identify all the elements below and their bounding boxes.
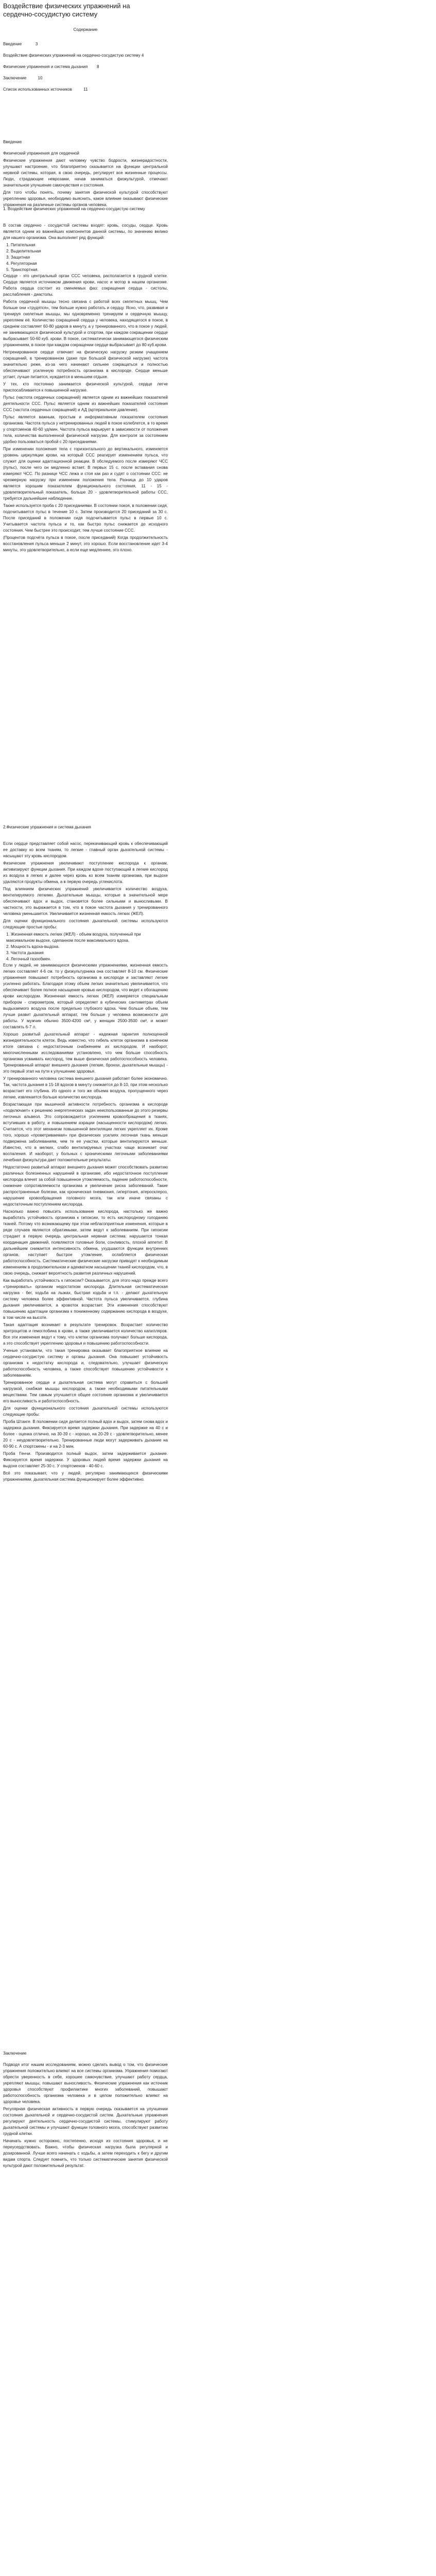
paragraph: Если сердце представляет собой насос, перекачивающий кровь к обеспечивающий ее доставку ко всем тканям, то легкие - главный орган дыхательной системы - насыщают эту кровь кислородом. — [3, 841, 168, 858]
toc — [3, 27, 168, 98]
paragraph: Проба Штанге. В положении сидя делается полный вдох и выдох, затем снова вдох и задержка дыхания. Фиксируется время задержки дыхания. При задержке на 40 с и более - оценка отлично, на 30-39 с - хорошо, на 20-29 с - удовлетворительно, менее 20 с - неудовлетворительно. Тренированные люди могут задерживать дыхание на 60-90 с. А спортсмены - и на 2-3 мин. — [3, 1419, 168, 1449]
paragraph: В состав сердечно - сосудистой системы входят: кровь, сосуды, сердце. Кровь является одним из важнейших компонентов данной системы, по значению велико для нашего организма. Она выполняет ряд функций: — [3, 223, 168, 240]
paragraph: При изменении положения тела с горизонтального до вертикального, изменяется уровень циркуляции крови, на который ССС реагирует изменением пульса, что служит для оценки адаптационной реакции. В обследуемого после измеряют ЧСС (пульс), после чего он медленно встает. В первых 15 с. после вставания снова измеряют ЧСС. По разнице ЧСС лежа и стоя как раз и судят о состоянии ССС: не чрезмерную нагрузку при изменении положения тела. Разница до 10 ударов является хорошим показателем функционального состояния, 11 - 15 - удовлетворительный показатель, больше 20 - удовлетворительной работы ССС, требуется дальнейшее наблюдение. — [3, 447, 168, 501]
paragraph: Хорошо развитый дыхательный аппарат - надежная гарантия полноценной жизнедеятельности клеток. Ведь известно, что гибель клеток организма в конечном итоге связана с недостаточным снабжением их кислородом. И наоборот, многочисленными исследованиями установлено, что чем больше способность организма усваивать кислород, тем выше физическая работоспособность человека. Тренированный аппарат внешнего дыхания (легкие, бронхи, дыхательные мышцы) - это первый этап на пути к улучшению здоровья. — [3, 1032, 168, 1074]
toc-item: Заключение 10 — [3, 76, 43, 80]
list-item: 2. Мощность вдоха-выдоха. — [6, 944, 60, 949]
paragraph: Под влиянием физических упражнений увеличивается количество воздуха, вентилируемого легкими. Дыхательные мышцы, которые в значительной мере обеспечивают вдох и выдох, становятся более сильными и выносливыми. В частности, это выражается в том, что в покое частота дыхания у тренированного человека уменьшается. Увеличивается жизненная емкость легких (ЖЕЛ). — [3, 887, 168, 916]
section-heading: 2.Физические упражнения и система дыхания — [3, 825, 91, 829]
paragraph: Ученые установили, что такая тренировка оказывает благоприятное влияние на сердечно-сосудистую систему и органы дыхания. Она повышает устойчивость организма к недостатку кислорода и, следовательно, улучшает физическую работоспособность человека, а также способствует повышению устойчивости к заболеваниям. — [3, 1348, 168, 1378]
paragraph: Физические упражнения увеличивают поступление кислорода к органам, активизируют функции дыхания. При каждом вдохе поступающий в легкие кислород из воздуха в легких и далее через кровь ко всем тканям организма, при выдохе удаляются продукты обмена, а в первую очередь углекислота. — [3, 861, 168, 884]
paragraph: Всё это показывает, что у людей, регулярно занимающихся физическими упражнениями, дыхательная система функционирует более эффективно. — [3, 1471, 168, 1482]
paragraph: Физические упражнения дают человеку чувство бодрости, жизнерадостности, улучшают настроение, что благоприятно сказывается на функции центральной нервной системы, которая, в свою очередь, регулирует все жизненные процессы. Люди, страдающие неврозами, начав заниматься физкультурой, отмечают значительное улучшение самочувствия и состояния. — [3, 158, 168, 188]
section-cardiovascular — [3, 206, 168, 554]
intro-subheading: Физический упражнения для сердечной — [3, 151, 79, 156]
paragraph: Сердце - это центральный орган ССС человека, располагается в грудной клетке. Сердце является источником движения крови, насос и мотор в нашем организме. Работа сердца состоит из сменяемых фаз: сокращения сердца - систолы, расслабления - диастолы. — [3, 274, 168, 297]
paragraph: (Процентов подсчёта пульса в покое, после приседаний) Когда продолжительность восстановления пульса меньше 2 минут, это хорошо. Если восстановление идет 3-4 минуты, это удовлетворительно, а если еще медленнее, это плохо. — [3, 535, 168, 552]
toc-item: Список использованных источников 11 — [3, 87, 88, 92]
list-item: 2. Выделительная — [6, 249, 41, 253]
paragraph: Начинать нужно осторожно, постепенно, исходя из состояния здоровья, и не переусердствовать. Важно, чтобы физическая нагрузка была регулярной и дозированной. Лучше всего начинать с ходьбы, а затем переходить к бегу и другим видам спорта. Следует помнить, что только систематические занятия физической культурой дают положительный результат. — [3, 2139, 168, 2168]
paragraph: У тренированного человека система внешнего дыхания работает более экономично. Так, частота дыхания в 15-18 вдохов в минуту снижается до 8-10, при этом несколько возрастает его глубина. Из одного и того же объема воздуха, пропущенного через легкие, извлекается больше количество кислорода. — [3, 1076, 168, 1099]
paragraph: Если у людей, не занимающихся физическими упражнениями, жизненная емкость легких составляет 4-6 см. то у физкультурника она составляет 8-10 см. Физические упражнения повышают потребность организма в кислороде и заставляют легкие усиленно работать. Благодаря этому объем легких значительно увеличивается, что обеспечивает более полное насыщение кровью кислородом, что ведет к обогащению крови кислородом. Жизненная емкость легких (ЖЕЛ) измеряется специальным прибором - спирометром, который определяет в кубических сантиметрах объем выдыхаемого воздуха после предельно глубокого вдоха. Чем больше объем, тем лучше развит дыхательный аппарат, тем больше у человека возможности для работы. У мужчин обычно 3500-4200 см³, у женщин 2500-3500 см³, и может составлять 6-7 л. — [3, 963, 168, 1029]
introduction-section — [3, 139, 168, 209]
paragraph: Подводя итог нашим исследованиям, можно сделать вывод о том, что физические упражнения положительно влияют на все системы организма. Упражнения помогают обрести уверенность в себе, хорошее самочувствие, улучшают работу сердца, укрепляют мышцы, повышают выносливость. Физические упражнения как источник здоровья способствуют профилактике многих заболеваний, повышают работоспособность организма человека и в целом положительно влияют на здоровье человека. — [3, 2062, 168, 2104]
paragraph: Тренированное сердце и дыхательная система могут справиться с большей нагрузкой, снабжая мышцы кислородом, а также необходимыми питательными веществами. Тем самым улучшается общее состояние организма и увеличивается его выносливость и работоспособность. — [3, 1380, 168, 1403]
paragraph: Регулярная физическая активность в первую очередь сказывается на улучшении состояния дыхательной и сердечно-сосудистой систем. Дыхательные упражнения регулируют деятельность сердечно-сосудистой системы, стимулируют работу дыхательной системы и улучшают функции головного мозга, способствуют развитию грудной клетки. — [3, 2107, 168, 2136]
conclusion-section — [3, 2050, 168, 2170]
list-item: 1. Жизненная емкость легких (ЖЕЛ) - объем воздуха, полученный при максимальном выдохе, сделанном после максимального вдоха. — [6, 932, 141, 943]
paragraph: У тех, кто постоянно занимается физической культурой, сердце легче приспосабливается к повышенной нагрузке. — [3, 382, 168, 393]
document-title: Воздействие физических упражнений на сердечно-сосудистую систему — [3, 2, 130, 18]
toc-item: Воздействие физических упражнений на сердечно-сосудистую систему 4 — [3, 53, 144, 58]
paragraph: Для оценки функционального состояния дыхательной системы используются следующие простые пробы: — [3, 919, 168, 929]
toc-item: Введение 3 — [3, 42, 38, 46]
list-item: 3. Защитная — [6, 255, 30, 260]
list-item: 4. Легочный газообмен. — [6, 957, 51, 961]
paragraph: Пульс (частота сердечных сокращений) является одним из важнейших показателей деятельности ССС. Пульс является одним из важнейших показателей состояния ССС (частота сердечных сокращений) и АД (артериальное давление). — [3, 395, 168, 412]
list-item: 1. Питательная — [6, 243, 36, 247]
paragraph: Возрастающая при мышечной активности потребность организма в кислороде «подключает» к решению энергетических задач неиспользованные до этого резервы легочных альвеол. Это сопровождается усилением кровообращения в тканях, вступивших в работу, и повышением аэрации (насыщенности кислородом) легких. Считается, что этот механизм повышенной вентиляции легких укрепляет их. Кроме того, хорошо «проветриваемая» при физических усилиях легочная ткань меньше подвержена заболеваниям, чем те ее участки, которые вентилируются меньше. Известно, что в мелких, слабо вентилируемых участках чаще возникает очаг воспаления. И наоборот, у больных с хроническими легочными заболеваниями лечебная физкультура дает положительные результаты. — [3, 1102, 168, 1162]
list-item: 5. Транспортная. — [6, 267, 39, 272]
paragraph: Для оценки функционального состояния дыхательной системы используются следующие пробы: — [3, 1406, 168, 1417]
paragraph: Пульс является важным, простым и информативным показателем состояния организма. Частота пульса у нетренированных людей в покое колеблется, в то время у спортсменов 40-60 уд/мин. Частота пульса варьирует в зависимости от положения тела, количества выполненной физической нагрузки. Для контроля за состоянием удобно пользоваться пробой с 20 приседаниями. — [3, 415, 168, 444]
paragraph: Работа сердечной мышцы тесно связана с работой всех скелетных мышц. Чем больше они «трудятся», тем больше нужно работать и сердцу. Ясно, что, развивая и тренируя скелетные мышцы, мы одновременно тренируем и сердечную мышцу, укрепляем её. Количество сокращений сердца у человека, находящегося в покое, в среднем составляет 60-80 ударов в минуту, а у тренированного, что в покое у людей, не занимающихся физической культурой и спортом, при каждом сокращении сердце выбрасывает 50-60 куб. крови. В покое, систематически занимающегося физическим упражнением, в покое при каждом сокращении сердце выбрасывает до 80 куб.крови. — [3, 299, 168, 347]
paragraph: Для того чтобы понять, почему занятия физической культурой способствуют укреплению здоровья, необходимо выяснить, какое влияние оказывают физические упражнения на различные системы органов человека. — [3, 190, 168, 207]
toc-item: Физические упражнения и система дыхания 8 — [3, 64, 99, 69]
paragraph: Недостаточно развитый аппарат внешнего дыхания может способствовать развитию различных болезненных нарушений в организме, ибо недостаточное поступление кислорода влечет за собой повышенное утомляемость, падение работоспособности, снижение сопротивляемости организма и увеличение риска заболеваний. Такие распространенные болезни, как хроническая пневмония, гипертония, атеросклероз, нарушение кровообращения головного мозга, так или иначе связаны с недостаточным поступлением кислорода. — [3, 1165, 168, 1207]
paragraph: Проба Генчи. Производится полный выдох, затем задерживается дыхание. Фиксируется время задержки. У здоровых людей время задержки дыхания на выдохе составляет 25-30 с. У спортсменов - 40-60 с. — [3, 1451, 168, 1468]
list-item: 4. Регуляторная — [6, 261, 37, 266]
section-heading: 1. Воздействие физических упражнений на сердечно-сосудистую систему — [3, 207, 145, 211]
list-item: 3. Частота дыхания — [6, 951, 44, 955]
section-heading: Заключение — [3, 2051, 27, 2056]
toc-heading: Содержание — [73, 27, 98, 32]
paragraph: Как выработать устойчивость к гипоксии? Оказывается, для этого надо прежде всего «тренировать» организм недостатком кислорода. Длительная систематическая нагрузка - бег, ходьба на лыжах, быстрая ходьба и т.п. - делают дыхательную систему человека более эффективной. Частота пульса увеличивается, глубина дыхания увеличивается, а кровоток возрастает. Эти изменения способствуют повышению адаптации организма к пониженному содержанию кислорода в воздухе, в том числе на высоте. — [3, 1278, 168, 1320]
paragraph: Насколько важно повысить использование кислорода, настолько же важно выработать устойчивость организма к гипоксии, то есть кислородному голоданию тканей. Потому что возникающему при этом неблагоприятные изменения, которые в ряде случаев являются обратимыми, затем ведут к заболеваниям. При гипоксии страдает в первую очередь центральная нервная система: нарушается тонкая координация движений, появляются головные боли, сонливость, плохой аппетит. В дальнейшем снижается интенсивность обмена, ухудшаются функции внутренних органов, наступает быстрое утомление, ослабляется физическая работоспособность. Систематические физические нагрузки приводят к необходимым изменениям в продолжительном и адекватном насыщении тканей кислородом, что, в свою очередь, снижает вероятность развития различных нарушений. — [3, 1209, 168, 1276]
paragraph: Нетренированное сердце отвечает на физическую нагрузку резким учащением сокращений, в тренированном (даже при большой физической нагрузке) частота значительно реже, из-за чего начинают сильнее сокращаться и полностью обеспечивают усиленную потребность организма в кислороде. Сердце меньше устает, лучше питается, нуждается в меньшем отдыхе. — [3, 350, 168, 379]
paragraph: Также используется проба с 20 приседаниями. В состоянии покоя, в положении сидя, подсчитывается пульс в течение 10 с. Затем производится 20 приседаний за 30 с. После приседаний в положении сидя подсчитывается пульс в первые 10 с. Учитывается частота пульса и то, как быстро пульс снижается до исходного состояния. Чем быстрее это происходит, тем лучше состояние ССС. — [3, 503, 168, 533]
section-heading: Введение — [3, 140, 22, 144]
section-respiratory — [3, 824, 168, 1484]
paragraph: Такая адаптация возникает в результате тренировок. Возрастает количество эритроцитов и гемоглобина в крови, а также увеличивается количество капилляров. Все эти изменения ведут к тому, что клетки организма получают больше кислорода, а это способствует укреплению здоровья и повышению работоспособности. — [3, 1323, 168, 1346]
